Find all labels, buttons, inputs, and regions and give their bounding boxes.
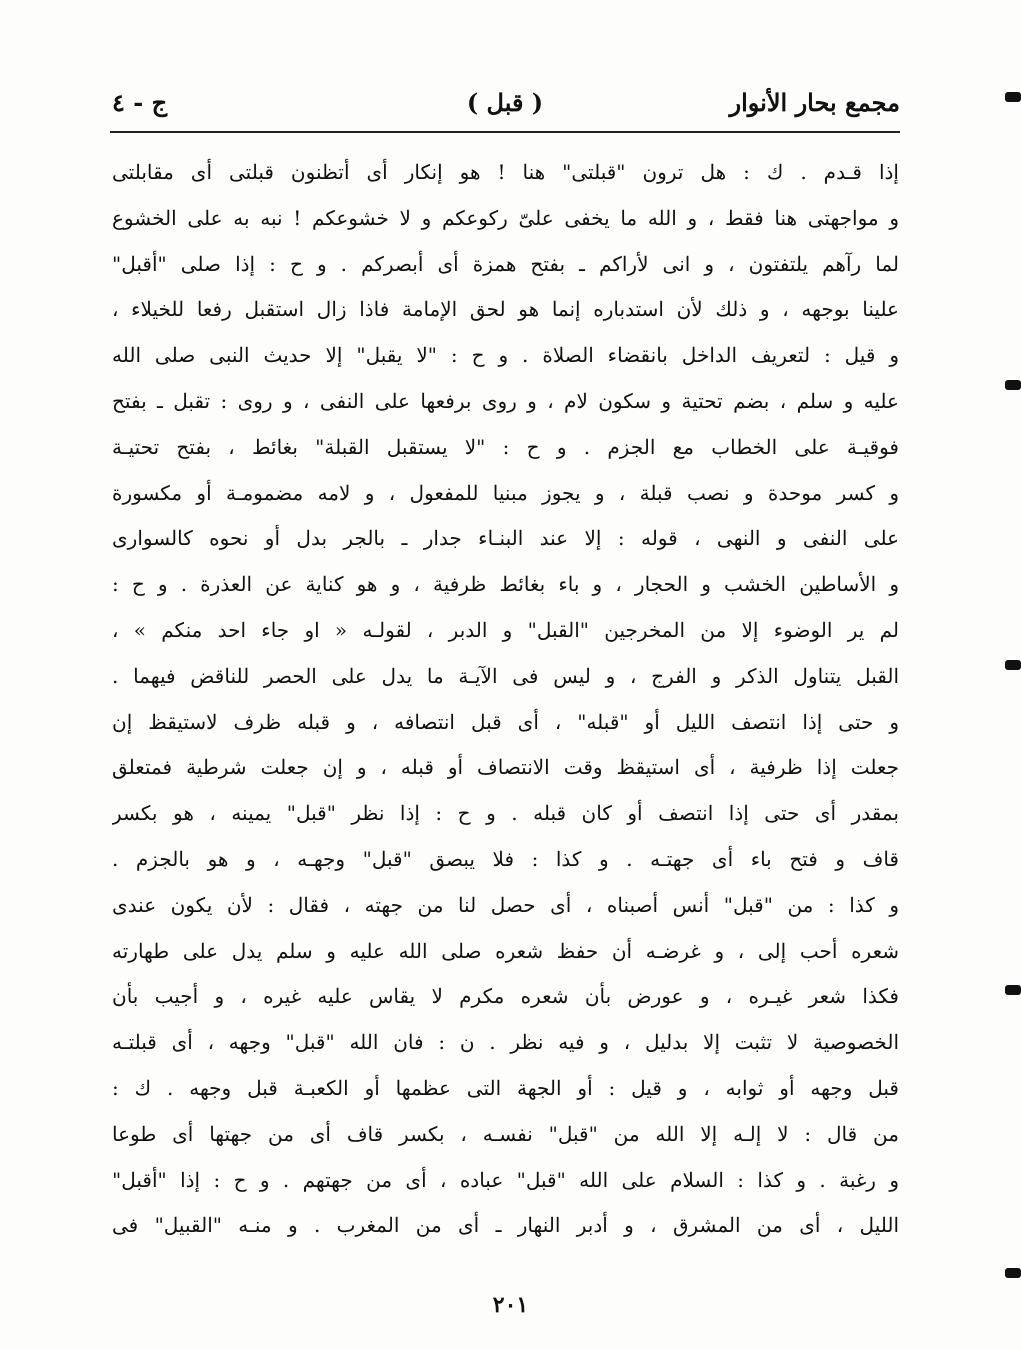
- margin-mark: [1005, 1268, 1021, 1278]
- text-line: و كسر موحدة و نصب قبلة ، و يجوز مبنيا للمفعول ، و لامه مضمومـة أو مكسورة: [112, 480, 899, 505]
- body-text: [112, 150, 899, 1249]
- text-line: من قال : لا إلـه إلا الله من "قبل" نفسـه ، بكسر قاف أى من جهتها أى طوعا: [112, 1121, 899, 1146]
- margin-mark: [1005, 92, 1021, 102]
- text-line: فوقيـة على الخطاب مع الجزم . و ح : "لا يستقبل القبلة" بغائط ، بفتح تحتيـة: [112, 434, 899, 459]
- text-line: علينا بوجهه ، و ذلك لأن استدباره إنما هو لحق الإمامة فاذا زال استقبل رفعا للخيلاء ،: [112, 297, 899, 322]
- volume-number: ج - ٤: [112, 88, 168, 117]
- text-line: قبل وجهه أو ثوابه ، و قيل : أو الجهة التى عظمها أو الكعبـة قبل وجهه . ك :: [112, 1075, 899, 1100]
- text-line: عليه و سلم ، بضم تحتية و سكون لام ، و روى برفعها على النفى ، و روى : تقبل ـ بفتح: [112, 388, 899, 413]
- text-line: القبل يتناول الذكر و الفرج ، و ليس فى الآيـة ما يدل على الحصر للناقض فيهما .: [112, 663, 899, 688]
- text-line: على النفى و النهى ، قوله : إلا عند البنـاء جدار ـ بالجر بدل أو نحوه كالسوارى: [112, 526, 899, 551]
- margin-mark: [1005, 985, 1021, 995]
- text-line: و الأساطين الخشب و الحجار ، و باء بغائط ظرفية ، و هو كناية عن العذرة . و ح :: [112, 572, 899, 597]
- text-line: إذا قـدم . ك : هل ترون "قبلتى" هنا ! هو إنكار أى أتظنون قبلتى أى مقابلتى: [112, 160, 899, 184]
- text-line: و مواجهتى هنا فقط ، و الله ما يخفى علىّ ركوعكم و لا خشوعكم ! نبه به على الخشوع: [112, 205, 899, 230]
- text-line: و كذا : من "قبل" أنس أصبناه ، أى حصل لنا من جهته ، فقال : لأن يكون عندى: [112, 892, 899, 917]
- text-line: فكذا شعر غيـره ، و عورض بأن شعره مكرم لا يقاس عليه غيره ، و أجيب بأن: [112, 984, 899, 1009]
- text-line: بمقدر أى حتى إذا انتصف أو كان قبله . و ح : إذا نظر "قبل" يمينه ، هو بكسر: [112, 801, 899, 826]
- text-line: شعره أحب إلى ، و غرضـه أن حفظ شعره صلى الله عليه و سلم يدل على طهارته: [112, 938, 899, 963]
- text-line: لما رآهم يلتفتون ، و انى لأراكم ـ بفتح همزة أى أبصركم . و ح : إذا صلى "أقبل": [112, 251, 899, 276]
- text-line: جعلت إذا ظرفية ، أى استيقظ وقت الانتصاف أو قبله ، و إن جعلت شرطية فمتعلق: [112, 755, 899, 780]
- book-title: مجمع بحار الأنوار: [729, 88, 900, 117]
- entry-word: ( قبل ): [466, 88, 544, 117]
- margin-mark: [1005, 380, 1021, 390]
- text-line: لم ير الوضوء إلا من المخرجين "القبل" و الدبر ، لقولـه « او جاء احد منكم » ،: [112, 617, 899, 642]
- page-number: ٢٠١: [492, 1292, 529, 1318]
- text-line: و قيل : لتعريف الداخل بانقضاء الصلاة . و ح : "لا يقبل" إلا حديث النبى صلى الله: [112, 343, 899, 368]
- text-line: الليل ، أى من المشرق ، و أدبر النهار ـ أى من المغرب . و منـه "القبيل" فى: [112, 1213, 899, 1238]
- margin-mark: [1005, 660, 1021, 670]
- text-line: قاف و فتح باء أى جهتـه . و كذا : فلا يبصق "قبل" وجهـه ، و هو بالجزم .: [112, 846, 899, 871]
- text-line: و حتى إذا انتصف الليل أو "قبله" ، أى قبل انتصافه ، و قبله ظرف لاستيقظ إن: [112, 709, 899, 734]
- text-line: الخصوصية لا تثبت إلا بدليل ، و فيه نظر . ن : فان الله "قبل" وجهه ، أى قبلتـه: [112, 1030, 899, 1055]
- header-rule: [110, 131, 900, 133]
- text-line: و رغبة . و كذا : السلام على الله "قبل" عباده ، أى من جهتهم . و ح : إذا "أقبل": [112, 1167, 899, 1192]
- page-header: [110, 82, 900, 126]
